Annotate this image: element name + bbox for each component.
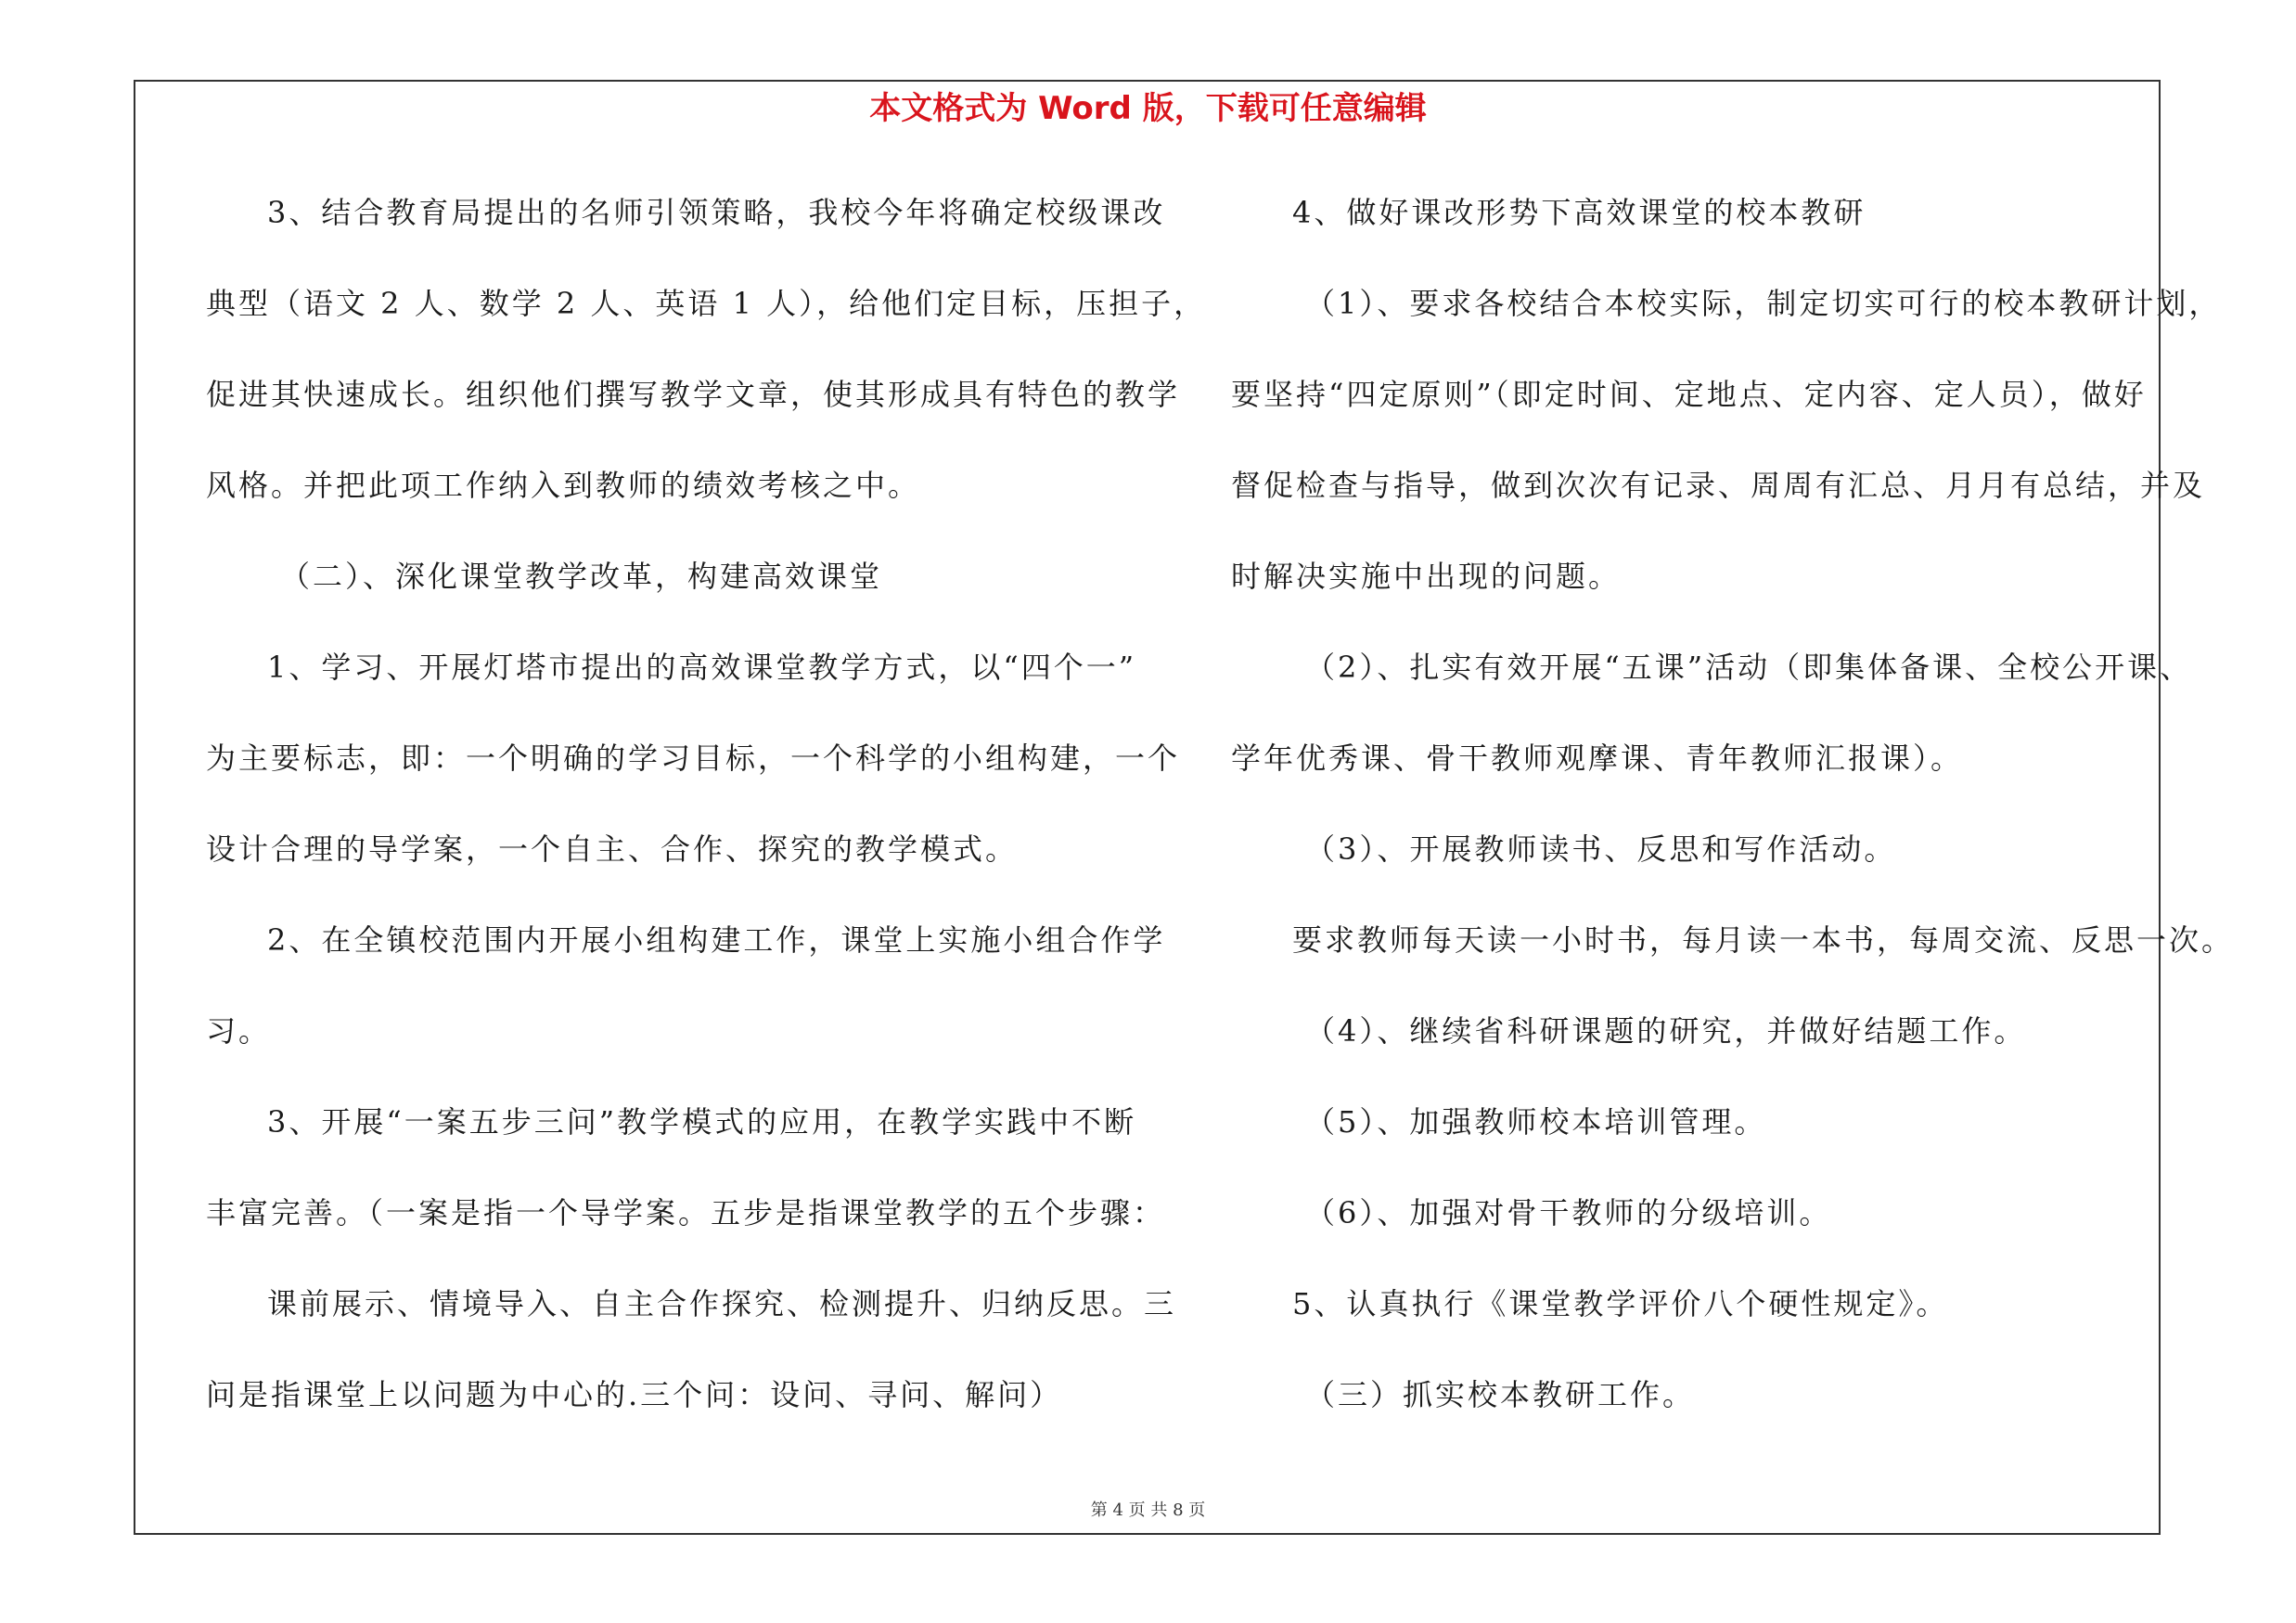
- paragraph-line: 丰富完善。（一案是指一个导学案。五步是指课堂教学的五个步骤：: [206, 1195, 1166, 1230]
- paragraph-line: 问是指课堂上以问题为中心的.三个问：设问、寻问、解问）: [206, 1377, 1063, 1412]
- paragraph-line: 督促检查与指导，做到次次有记录、周周有汇总、月月有总结，并及: [1231, 468, 2206, 503]
- paragraph-line: 学年优秀课、骨干教师观摩课、青年教师汇报课）。: [1231, 741, 1964, 776]
- paragraph-line: 要求教师每天读一小时书，每月读一本书，每周交流、反思一次。: [1292, 922, 2235, 958]
- paragraph-line: 5、认真执行《课堂教学评价八个硬性规定》。: [1292, 1286, 1949, 1321]
- paragraph-line: （6）、加强对骨干教师的分级培训。: [1305, 1195, 1832, 1230]
- paragraph-line: （5）、加强教师校本培训管理。: [1305, 1104, 1767, 1140]
- paragraph-line: 时解决实施中出现的问题。: [1231, 559, 1622, 594]
- page-number: 第 4 页 共 8 页: [1090, 1501, 1206, 1520]
- paragraph-line: 1、学习、开展灯塔市提出的高效课堂教学方式，以“四个一”: [267, 650, 1137, 685]
- section-heading: （三）抓实校本教研工作。: [1305, 1377, 1696, 1412]
- paragraph-line: 要坚持“四定原则”（即定时间、定地点、定内容、定人员），做好: [1231, 377, 2147, 412]
- paragraph-line: 典型（语文 2 人、数学 2 人、英语 1 人），给他们定目标，压担子，: [206, 286, 1207, 321]
- format-banner: 本文格式为 Word 版，下载可任意编辑: [869, 90, 1427, 127]
- paragraph-line: 3、结合教育局提出的名师引领策略，我校今年将确定校级课改: [267, 195, 1166, 230]
- paragraph-line: （2）、扎实有效开展“五课”活动（即集体备课、全校公开课、: [1305, 650, 2193, 685]
- section-heading: （二）、深化课堂教学改革，构建高效课堂: [280, 559, 883, 594]
- paragraph-line: 2、在全镇校范围内开展小组构建工作，课堂上实施小组合作学: [267, 922, 1166, 958]
- paragraph-line: 3、开展“一案五步三问”教学模式的应用，在教学实践中不断: [267, 1104, 1137, 1140]
- paragraph-line: 促进其快速成长。组织他们撰写教学文章，使其形成具有特色的教学: [206, 377, 1181, 412]
- paragraph-line: 习。: [206, 1013, 272, 1049]
- paragraph-line: （3）、开展教师读书、反思和写作活动。: [1305, 831, 1897, 867]
- paragraph-line: （1）、要求各校结合本校实际，制定切实可行的校本教研计划，: [1305, 286, 2222, 321]
- paragraph-line: 设计合理的导学案，一个自主、合作、探究的教学模式。: [206, 831, 1019, 867]
- paragraph-line: 风格。并把此项工作纳入到教师的绩效考核之中。: [206, 468, 921, 503]
- paragraph-line: 课前展示、情境导入、自主合作探究、检测提升、归纳反思。三: [267, 1286, 1177, 1321]
- paragraph-line: （4）、继续省科研课题的研究，并做好结题工作。: [1305, 1013, 2027, 1049]
- paragraph-line: 为主要标志，即：一个明确的学习目标，一个科学的小组构建，一个: [206, 741, 1181, 776]
- section-heading: 4、做好课改形势下高效课堂的校本教研: [1292, 195, 1866, 230]
